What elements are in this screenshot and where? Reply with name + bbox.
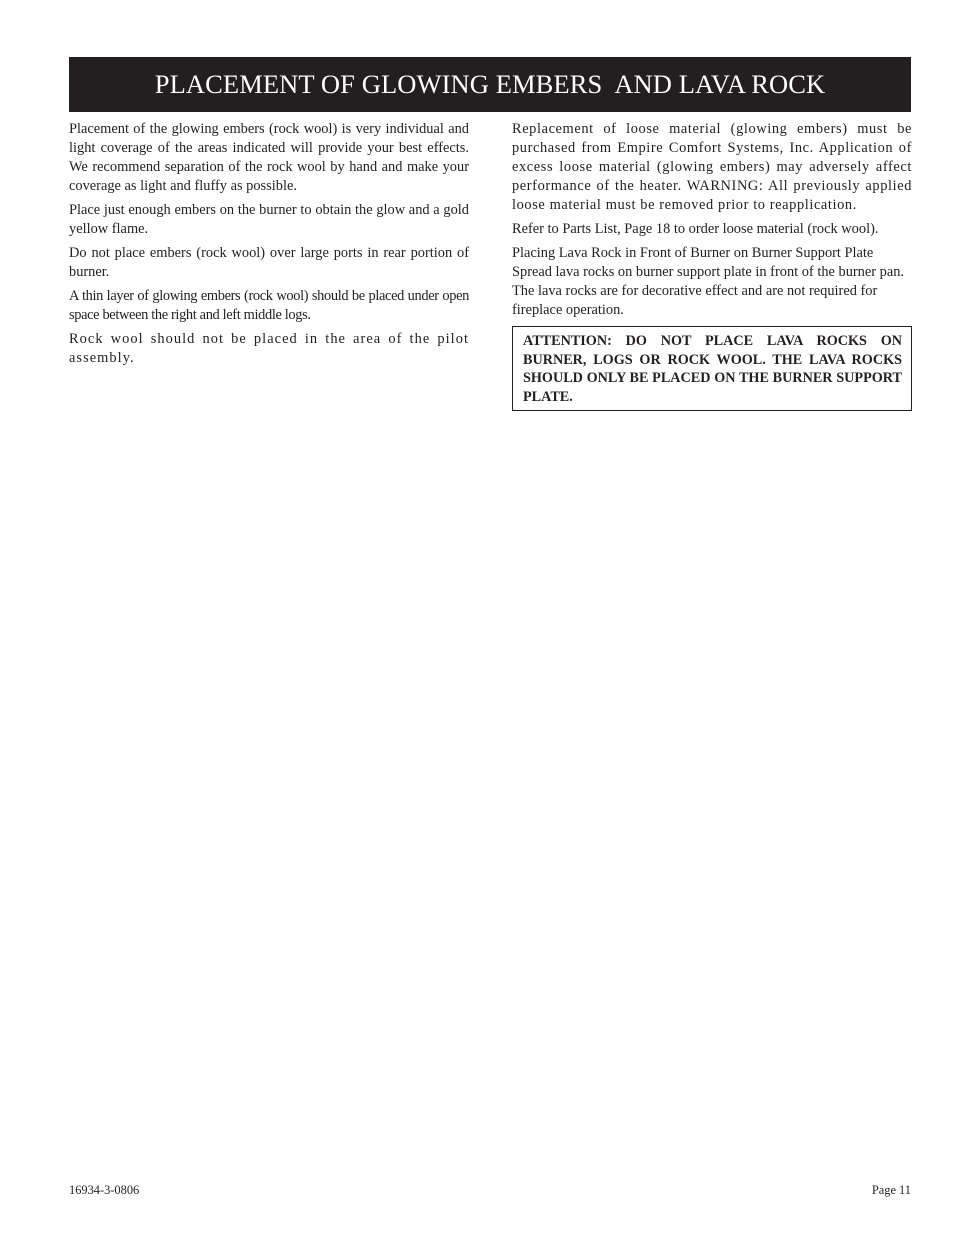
paragraph-embers-ports: Do not place embers (rock wool) over large ports in rear portion of burner. — [69, 245, 469, 280]
page-number: Page 11 — [871, 1183, 911, 1197]
paragraph-parts-list: Refer to Parts List, Page 18 to order loose material (rock wool). — [512, 221, 879, 237]
paragraph-embers-thin-layer: A thin layer of glowing embers (rock wool) should be placed under open space between the right and left middle logs. — [69, 288, 469, 323]
attention-box: ATTENTION: DO NOT PLACE LAVA ROCKS ON BURNER, LOGS OR ROCK WOOL. THE LAVA ROCKS SHOULD ONLY BE PLACED ON THE BURNER SUPPORT PLATE. — [512, 326, 912, 411]
paragraph-replacement: Replacement of loose material (glowing embers) must be purchased from Empire Comfort Systems, Inc. Application of excess loose material (glowing embers) may adversely affect performance of the heater. WARNING: All previously applied loose material must be removed prior to reapplication. — [512, 121, 912, 213]
paragraph-embers-placement: Placement of the glowing embers (rock wool) is very individual and light coverage of the areas indicated will provide your best effects. We recommend separation of the rock wool by hand and make your coverage as light and fluffy as possible. — [69, 121, 469, 194]
right-column — [512, 120, 912, 411]
paragraph-rock-wool-pilot: Rock wool should not be placed in the area of the pilot assembly. — [69, 331, 469, 366]
lava-rock-body: Spread lava rocks on burner support plate in front of the burner pan. The lava rocks are for decorative effect and are not required for fireplace operation. — [512, 264, 905, 318]
left-column — [69, 120, 469, 373]
lava-rock-heading: Placing Lava Rock in Front of Burner on Burner Support Plate — [512, 245, 874, 261]
section-title: PLACEMENT OF GLOWING EMBERS AND LAVA ROCK — [154, 69, 826, 99]
paragraph-lava-rock — [512, 244, 912, 320]
section-title-bar — [69, 57, 911, 112]
paragraph-embers-amount: Place just enough embers on the burner to obtain the glow and a gold yellow flame. — [69, 202, 469, 237]
document-number: 16934-3-0806 — [69, 1183, 140, 1197]
